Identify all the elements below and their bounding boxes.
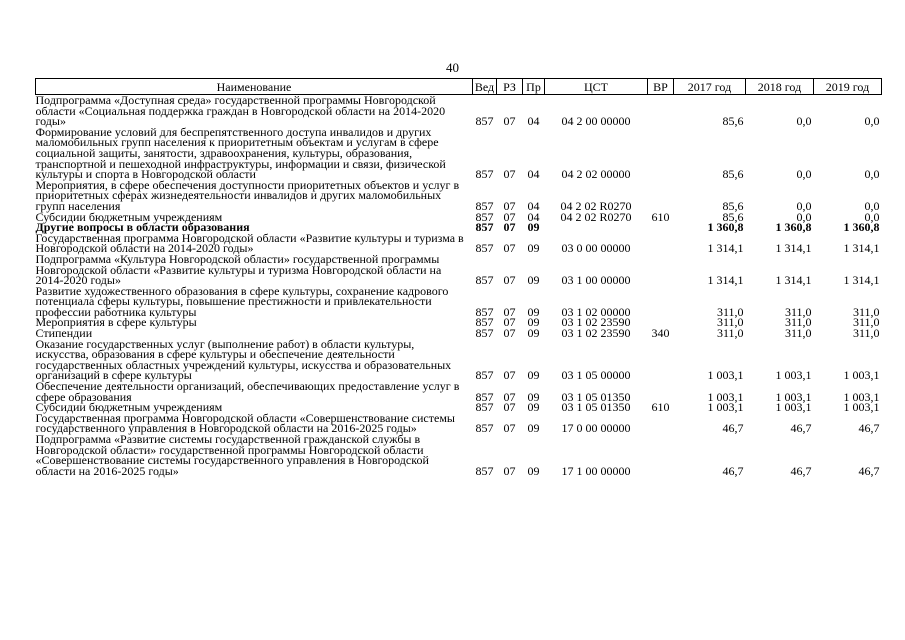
row-vr bbox=[648, 286, 674, 318]
row-name: Стипендии bbox=[35, 326, 93, 341]
row-2019: 1 360,8 bbox=[843, 220, 880, 235]
row-name: Подпрограмма «Развитие системы государственной гражданской службы в Новгородской области» государственной программы Новгородской области «Совершенствование системы государственного управления в Новгородской области на 2016-2025 годы» bbox=[35, 432, 429, 478]
row-vr: 340 bbox=[651, 326, 670, 341]
row-2019: 1 314,1 bbox=[843, 241, 880, 256]
row-2019: 1 003,1 bbox=[843, 368, 880, 383]
row-vr bbox=[648, 180, 674, 212]
row-2017: 1 314,1 bbox=[707, 273, 744, 288]
row-ved: 857 bbox=[475, 209, 494, 224]
row-cst: 03 1 02 23590 bbox=[561, 326, 631, 341]
row-name: Субсидии бюджетным учреждениям bbox=[35, 209, 223, 224]
row-rz: 07 bbox=[503, 400, 516, 415]
row-rz: 07 bbox=[503, 463, 516, 478]
row-pr: 04 bbox=[527, 209, 540, 224]
table-row bbox=[36, 381, 882, 402]
row-name: Мероприятия в сфере культуры bbox=[35, 315, 197, 330]
row-rz: 07 bbox=[503, 273, 516, 288]
header-2018: 2018 год bbox=[746, 79, 814, 95]
row-2018: 1 314,1 bbox=[775, 273, 812, 288]
row-cst: 04 2 00 00000 bbox=[561, 114, 631, 129]
row-2019: 1 003,1 bbox=[843, 400, 880, 415]
row-2018: 46,7 bbox=[790, 463, 812, 478]
row-vr bbox=[648, 254, 674, 286]
row-pr: 09 bbox=[527, 326, 540, 341]
header-2017: 2017 год bbox=[674, 79, 746, 95]
row-cst: 04 2 02 R0270 bbox=[560, 198, 632, 213]
row-ved: 857 bbox=[475, 114, 494, 129]
row-2017: 311,0 bbox=[716, 304, 744, 319]
row-pr: 09 bbox=[527, 463, 540, 478]
row-2018: 1 003,1 bbox=[775, 400, 812, 415]
page-number: 40 bbox=[446, 60, 459, 75]
row-2017: 46,7 bbox=[722, 421, 744, 436]
row-2019: 46,7 bbox=[858, 463, 880, 478]
row-2018: 1 003,1 bbox=[775, 368, 812, 383]
row-cst: 17 1 00 00000 bbox=[561, 463, 631, 478]
row-vr bbox=[648, 339, 674, 381]
table-row bbox=[36, 233, 882, 254]
row-cst: 03 1 02 00000 bbox=[561, 304, 631, 319]
row-rz: 07 bbox=[503, 198, 516, 213]
row-2017: 311,0 bbox=[716, 315, 744, 330]
row-cst: 04 2 02 00000 bbox=[561, 167, 631, 182]
row-name: Другие вопросы в области образования bbox=[35, 220, 250, 235]
row-vr bbox=[648, 413, 674, 434]
row-2018: 0,0 bbox=[796, 167, 812, 182]
row-vr bbox=[648, 95, 674, 127]
row-2019: 0,0 bbox=[864, 209, 880, 224]
row-rz: 07 bbox=[503, 389, 516, 404]
row-2018: 1 003,1 bbox=[775, 389, 812, 404]
row-vr bbox=[648, 222, 674, 233]
header-ved: Вед bbox=[473, 79, 497, 95]
table-row bbox=[36, 339, 882, 381]
row-name: Подпрограмма «Культура Новгородской области» государственной программы Новгородской области «Развитие культуры и туризма Новгородской области на 2014-2020 годы» bbox=[35, 251, 442, 288]
row-rz: 07 bbox=[503, 326, 516, 341]
row-name: Государственная программа Новгородской области «Совершенствование системы государственного управления в Новгородской области на 2016-2025 годы» bbox=[35, 410, 455, 436]
row-2018: 311,0 bbox=[784, 315, 812, 330]
row-ved: 857 bbox=[475, 389, 494, 404]
row-name: Подпрограмма «Доступная среда» государственной программы Новгородской области «Социальная поддержка граждан в Новгородской области на 2014-2020 годы» bbox=[35, 93, 446, 129]
row-rz: 07 bbox=[503, 167, 516, 182]
row-vr bbox=[648, 233, 674, 254]
row-ved: 857 bbox=[475, 220, 494, 235]
row-2017: 46,7 bbox=[722, 463, 744, 478]
header-pr: Пр bbox=[523, 79, 545, 95]
row-ved: 857 bbox=[475, 421, 494, 436]
row-ved: 857 bbox=[475, 368, 494, 383]
row-vr bbox=[648, 381, 674, 402]
budget-table bbox=[35, 78, 882, 476]
row-2018: 46,7 bbox=[790, 421, 812, 436]
row-cst: 03 1 05 01350 bbox=[561, 389, 631, 404]
row-2017: 85,6 bbox=[722, 114, 744, 129]
row-vr bbox=[648, 434, 674, 476]
row-2018: 0,0 bbox=[796, 114, 812, 129]
row-2019: 46,7 bbox=[858, 421, 880, 436]
row-pr: 09 bbox=[527, 304, 540, 319]
header-2019: 2019 год bbox=[814, 79, 882, 95]
row-name: Развитие художественного образования в сфере культуры, сохранение кадрового потенциала сферы культуры, повышение престижности и привлекательности профессии работника культуры bbox=[35, 283, 449, 319]
table-row bbox=[36, 317, 882, 328]
row-2019: 1 003,1 bbox=[843, 389, 880, 404]
row-2017: 1 360,8 bbox=[707, 220, 744, 235]
row-pr: 04 bbox=[527, 167, 540, 182]
row-rz: 07 bbox=[503, 315, 516, 330]
row-2017: 1 003,1 bbox=[707, 400, 744, 415]
row-2019: 0,0 bbox=[864, 198, 880, 213]
header-cst: ЦСТ bbox=[545, 79, 648, 95]
table-row bbox=[36, 95, 882, 127]
row-pr: 09 bbox=[527, 421, 540, 436]
row-pr: 09 bbox=[527, 241, 540, 256]
table-row bbox=[36, 254, 882, 286]
row-rz: 07 bbox=[503, 368, 516, 383]
row-cst: 03 1 02 23590 bbox=[561, 315, 631, 330]
row-pr: 09 bbox=[527, 400, 540, 415]
header-rz: РЗ bbox=[497, 79, 523, 95]
row-2019: 311,0 bbox=[852, 304, 880, 319]
row-2018: 311,0 bbox=[784, 326, 812, 341]
row-vr: 610 bbox=[651, 400, 670, 415]
row-pr: 09 bbox=[527, 389, 540, 404]
row-ved: 857 bbox=[475, 463, 494, 478]
row-cst: 03 1 00 00000 bbox=[561, 273, 631, 288]
row-name: Обеспечение деятельности организаций, обеспечивающих предоставление услуг в сфере образования bbox=[35, 379, 460, 404]
row-ved: 857 bbox=[475, 315, 494, 330]
table-row bbox=[36, 286, 882, 318]
header-name: Наименование bbox=[36, 79, 473, 95]
row-name: Мероприятия, в сфере обеспечения доступности приоритетных объектов и услуг в приоритетных сферах жизнедеятельности инвалидов и других маломобильных групп населения bbox=[35, 177, 460, 213]
row-cst: 17 0 00 00000 bbox=[561, 421, 631, 436]
row-2017: 1 003,1 bbox=[707, 389, 744, 404]
row-cst: 04 2 02 R0270 bbox=[560, 209, 632, 224]
row-rz: 07 bbox=[503, 421, 516, 436]
row-ved: 857 bbox=[475, 326, 494, 341]
row-2018: 1 314,1 bbox=[775, 241, 812, 256]
row-ved: 857 bbox=[475, 304, 494, 319]
row-2019: 1 314,1 bbox=[843, 273, 880, 288]
row-2017: 1 003,1 bbox=[707, 368, 744, 383]
row-pr: 04 bbox=[527, 198, 540, 213]
row-2017: 1 314,1 bbox=[707, 241, 744, 256]
row-pr: 09 bbox=[527, 315, 540, 330]
row-rz: 07 bbox=[503, 220, 516, 235]
row-rz: 07 bbox=[503, 304, 516, 319]
row-vr bbox=[648, 127, 674, 180]
row-cst: 03 0 00 00000 bbox=[561, 241, 631, 256]
row-rz: 07 bbox=[503, 241, 516, 256]
table-row bbox=[36, 413, 882, 434]
row-2018: 311,0 bbox=[784, 304, 812, 319]
row-2017: 85,6 bbox=[722, 167, 744, 182]
row-pr: 09 bbox=[527, 368, 540, 383]
row-rz: 07 bbox=[503, 114, 516, 129]
row-ved: 857 bbox=[475, 198, 494, 213]
row-2017: 85,6 bbox=[722, 198, 744, 213]
row-name: Оказание государственных услуг (выполнение работ) в области культуры, искусства, образования в сфере культуры и обеспечение деятельности государственных областных учреждений культуры, искусства и образовательных организаций в сфере культуры bbox=[35, 336, 452, 383]
row-2019: 0,0 bbox=[864, 114, 880, 129]
row-rz: 07 bbox=[503, 209, 516, 224]
row-name: Государственная программа Новгородской области «Развитие культуры и туризма в Новгородской области на 2014-2020 годы» bbox=[35, 230, 464, 256]
row-ved: 857 bbox=[475, 167, 494, 182]
row-pr: 09 bbox=[527, 273, 540, 288]
row-2019: 311,0 bbox=[852, 315, 880, 330]
row-2017: 85,6 bbox=[722, 209, 744, 224]
row-ved: 857 bbox=[475, 400, 494, 415]
table-row bbox=[36, 180, 882, 212]
row-2018: 0,0 bbox=[796, 209, 812, 224]
row-2017: 311,0 bbox=[716, 326, 744, 341]
row-name: Формирование условий для беспрепятственного доступа инвалидов и других маломобильных групп населения к приоритетным объектам и услугам в сфере социальной защиты, занятости, здравоохранения, культуры, образования, транспортной и пешеходной инфраструктуры, информации и связи, физической культуры и спорта в Новгородской области bbox=[35, 124, 446, 182]
row-vr: 610 bbox=[651, 209, 670, 224]
row-cst: 03 1 05 01350 bbox=[561, 400, 631, 415]
row-2019: 311,0 bbox=[852, 326, 880, 341]
table-row bbox=[36, 434, 882, 476]
row-2018: 0,0 bbox=[796, 198, 812, 213]
row-ved: 857 bbox=[475, 273, 494, 288]
table-row bbox=[36, 127, 882, 180]
row-pr: 04 bbox=[527, 114, 540, 129]
row-2018: 1 360,8 bbox=[775, 220, 812, 235]
row-cst: 03 1 05 00000 bbox=[561, 368, 631, 383]
row-name: Субсидии бюджетным учреждениям bbox=[35, 400, 223, 415]
row-ved: 857 bbox=[475, 241, 494, 256]
row-pr: 09 bbox=[527, 220, 540, 235]
row-cst bbox=[545, 222, 648, 233]
header-vr: ВР bbox=[648, 79, 674, 95]
row-2019: 0,0 bbox=[864, 167, 880, 182]
